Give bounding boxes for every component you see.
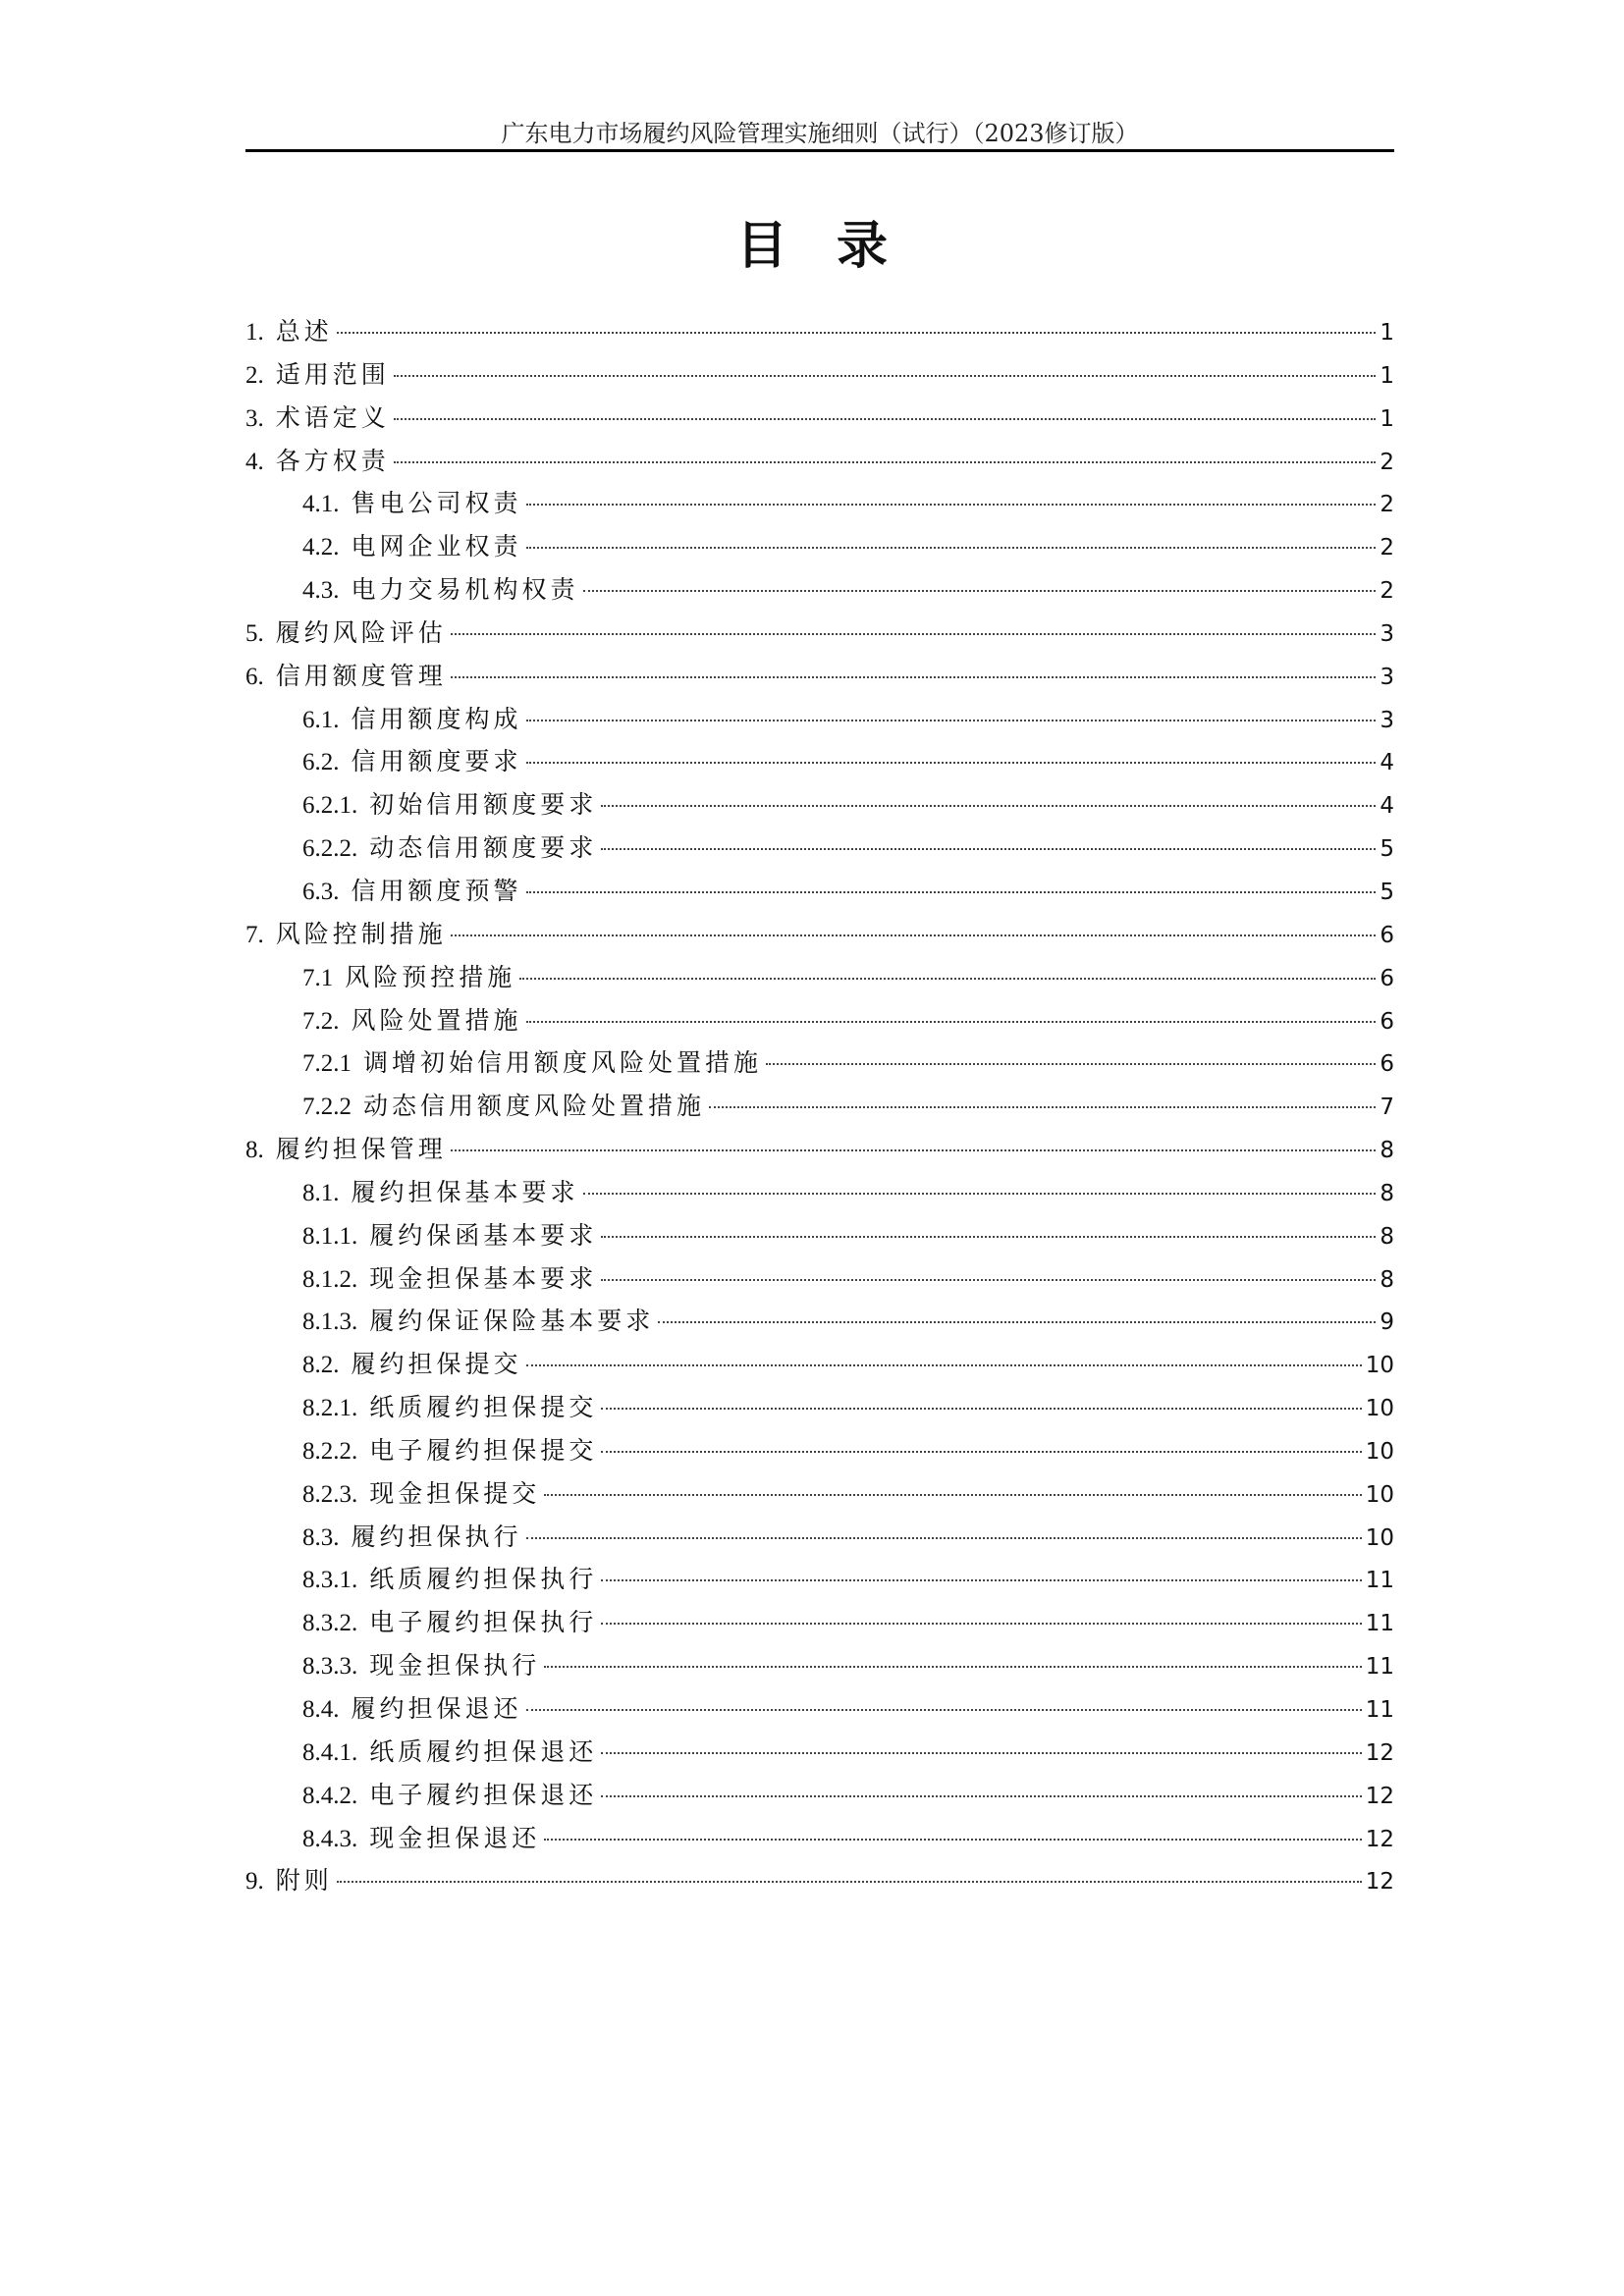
toc-entry-title[interactable]: 风险处置措施 <box>351 1005 522 1035</box>
toc-entry-number: 7.2. <box>302 1007 340 1035</box>
toc-entry-number: 4.2. <box>302 534 340 561</box>
toc-entry-number: 4.1. <box>302 491 340 518</box>
toc-entry-number: 6.3. <box>302 878 340 905</box>
toc-entry-page[interactable]: 8 <box>1380 1266 1394 1293</box>
toc-entry[interactable] <box>245 1731 1394 1774</box>
toc-entry-title[interactable]: 售电公司权责 <box>351 489 522 518</box>
toc-entry-page[interactable]: 5 <box>1380 836 1394 863</box>
dot-leader <box>658 1321 1376 1323</box>
toc-entry-title[interactable]: 附则 <box>275 1866 333 1896</box>
toc-entry[interactable] <box>245 1429 1394 1472</box>
toc-entry-title[interactable]: 信用额度要求 <box>351 747 522 776</box>
toc-entry[interactable] <box>245 1774 1394 1817</box>
toc-entry-title[interactable]: 电力交易机构权责 <box>351 575 579 605</box>
toc-entry-page[interactable]: 2 <box>1380 449 1394 475</box>
dot-leader <box>583 590 1377 592</box>
toc-entry[interactable] <box>245 353 1394 397</box>
toc-entry[interactable] <box>245 1558 1394 1601</box>
toc-entry-page[interactable]: 8 <box>1380 1223 1394 1250</box>
running-header: 广东电力市场履约风险管理实施细则（试行）（2023修订版） <box>501 120 1139 147</box>
toc-entry-number: 6.2.2. <box>302 835 358 863</box>
toc-entry-title[interactable]: 履约担保提交 <box>351 1350 522 1379</box>
dot-leader <box>601 1795 1361 1797</box>
dot-leader <box>601 1236 1376 1238</box>
dot-leader <box>601 848 1376 850</box>
toc-entry-page[interactable]: 1 <box>1380 320 1394 346</box>
toc-entry-number: 8.2.1. <box>302 1395 358 1422</box>
toc-entry-page[interactable]: 11 <box>1365 1654 1394 1681</box>
dot-leader <box>526 1709 1362 1711</box>
toc-entry-number: 6.2.1. <box>302 792 358 820</box>
toc-title: 目录 <box>735 216 937 276</box>
dot-leader <box>451 1149 1377 1151</box>
toc-entry-page[interactable]: 1 <box>1380 362 1394 389</box>
toc-entry[interactable] <box>245 612 1394 655</box>
toc-entry-title[interactable]: 动态信用额度风险处置措施 <box>363 1092 706 1121</box>
toc-entry-title[interactable]: 履约保证保险基本要求 <box>369 1307 655 1336</box>
dot-leader <box>394 461 1377 463</box>
toc-entry[interactable] <box>245 999 1394 1042</box>
dot-leader <box>526 720 1377 721</box>
toc-entry-page[interactable]: 6 <box>1380 1051 1394 1078</box>
toc-entry-title[interactable]: 履约担保基本要求 <box>351 1177 579 1206</box>
toc-entry-title[interactable]: 纸质履约担保提交 <box>369 1393 598 1422</box>
toc-entry[interactable] <box>245 1041 1394 1085</box>
toc-entry[interactable] <box>245 1817 1394 1860</box>
toc-entry-number: 2. <box>245 361 264 389</box>
toc-entry[interactable] <box>245 783 1394 827</box>
toc-entry[interactable] <box>245 310 1394 353</box>
toc-entry-title[interactable]: 信用额度管理 <box>275 661 447 690</box>
toc-entry-number: 6.2. <box>302 749 340 776</box>
toc-entry[interactable] <box>245 1257 1394 1301</box>
toc-entry-title[interactable]: 现金担保退还 <box>369 1823 541 1852</box>
toc-entry[interactable] <box>245 827 1394 870</box>
toc-entry-page[interactable]: 2 <box>1380 578 1394 605</box>
toc-entry[interactable] <box>245 1472 1394 1516</box>
toc-entry-number: 9. <box>245 1868 264 1896</box>
toc-entry-title[interactable]: 适用范围 <box>275 359 390 389</box>
toc-entry-number: 8.3.3. <box>302 1653 358 1681</box>
toc-entry-title[interactable]: 电网企业权责 <box>351 532 522 561</box>
toc-entry-number: 6.1. <box>302 706 340 733</box>
dot-leader <box>451 934 1377 936</box>
toc-entry-page[interactable]: 5 <box>1380 879 1394 905</box>
toc-entry-page[interactable]: 10 <box>1365 1524 1394 1551</box>
dot-leader <box>526 1021 1377 1023</box>
toc-entry-page[interactable]: 10 <box>1365 1481 1394 1508</box>
dot-leader <box>544 1839 1361 1841</box>
dot-leader <box>451 676 1377 678</box>
toc-entry-page[interactable]: 1 <box>1380 405 1394 432</box>
dot-leader <box>451 633 1377 635</box>
toc-entry-page[interactable]: 6 <box>1380 922 1394 948</box>
dot-leader <box>519 978 1376 980</box>
dot-leader <box>766 1063 1376 1065</box>
toc-entry-page[interactable]: 10 <box>1365 1353 1394 1379</box>
toc-entry-number: 5. <box>245 619 264 647</box>
toc-entry-title[interactable]: 纸质履约担保退还 <box>369 1736 598 1766</box>
toc-entry-number: 4. <box>245 448 264 475</box>
toc-entry-number: 4.3. <box>302 577 340 605</box>
toc-entry-page[interactable]: 12 <box>1365 1739 1394 1766</box>
toc-entry[interactable] <box>245 1644 1394 1687</box>
toc-entry-number: 3. <box>245 404 264 432</box>
toc-entry[interactable] <box>245 525 1394 568</box>
toc-entry-page[interactable]: 11 <box>1365 1697 1394 1723</box>
toc-entry-number: 7.1 <box>302 964 334 991</box>
dot-leader <box>601 1579 1361 1581</box>
toc-entry-title[interactable]: 各方权责 <box>275 446 390 475</box>
toc-entry-number: 8.3.1. <box>302 1567 358 1594</box>
toc-entry[interactable] <box>245 397 1394 440</box>
dot-leader <box>337 332 1377 334</box>
toc-entry-number: 8.4. <box>302 1696 340 1723</box>
toc-entry[interactable] <box>245 698 1394 741</box>
toc-entry-title[interactable]: 总述 <box>275 317 333 346</box>
toc-entry-number: 6. <box>245 663 264 690</box>
dot-leader <box>526 762 1377 764</box>
toc-entry[interactable] <box>245 440 1394 483</box>
toc-entry-number: 8.2. <box>302 1352 340 1379</box>
toc-entry-title[interactable]: 动态信用额度要求 <box>369 833 598 863</box>
toc-entry-title[interactable]: 术语定义 <box>275 402 390 432</box>
toc-entry-title[interactable]: 履约担保执行 <box>351 1522 522 1551</box>
toc-entry-page[interactable]: 12 <box>1365 1826 1394 1852</box>
toc-entry-number: 8.1.2. <box>302 1265 358 1293</box>
toc-entry-page[interactable]: 3 <box>1380 620 1394 647</box>
toc-entry-page[interactable]: 2 <box>1380 492 1394 518</box>
toc-entry[interactable] <box>245 956 1394 999</box>
toc-entry-page[interactable]: 8 <box>1380 1180 1394 1206</box>
dot-leader <box>526 1364 1362 1366</box>
toc-entry-number: 8.1. <box>302 1179 340 1206</box>
toc-entry-title[interactable]: 风险预控措施 <box>345 962 516 991</box>
dot-leader <box>526 1537 1362 1539</box>
toc-entry[interactable] <box>245 1343 1394 1386</box>
toc-entry-page[interactable]: 12 <box>1365 1869 1394 1896</box>
toc-entry-title[interactable]: 初始信用额度要求 <box>369 790 598 820</box>
toc-entry-number: 8.2.3. <box>302 1480 358 1508</box>
toc-entry-page[interactable]: 4 <box>1380 750 1394 776</box>
toc-entry[interactable] <box>245 1171 1394 1214</box>
dot-leader <box>526 891 1377 893</box>
toc-entry-number: 8.2.2. <box>302 1437 358 1465</box>
toc-entry[interactable] <box>245 870 1394 913</box>
dot-leader <box>394 375 1377 377</box>
toc-entry-number: 7.2.2 <box>302 1094 352 1121</box>
toc-entry-page[interactable]: 4 <box>1380 793 1394 820</box>
toc-entry-number: 8.1.3. <box>302 1308 358 1336</box>
toc-entry[interactable] <box>245 1386 1394 1429</box>
table-of-contents <box>245 310 1394 1902</box>
toc-entry-page[interactable]: 3 <box>1380 707 1394 733</box>
toc-entry-title[interactable]: 电子履约担保退还 <box>369 1780 598 1809</box>
toc-entry-page[interactable]: 12 <box>1365 1783 1394 1809</box>
dot-leader <box>601 1408 1361 1410</box>
dot-leader <box>601 805 1376 807</box>
toc-entry-number: 8.4.1. <box>302 1738 358 1766</box>
toc-entry-title[interactable]: 电子履约担保提交 <box>369 1435 598 1465</box>
toc-entry-number: 8.4.2. <box>302 1782 358 1809</box>
toc-entry[interactable] <box>245 913 1394 956</box>
toc-entry-page[interactable]: 11 <box>1365 1611 1394 1637</box>
dot-leader <box>601 1279 1376 1281</box>
dot-leader <box>526 547 1377 549</box>
toc-entry-title[interactable]: 信用额度构成 <box>351 704 522 733</box>
toc-entry[interactable] <box>245 1085 1394 1128</box>
toc-entry-number: 1. <box>245 319 264 346</box>
toc-entry[interactable] <box>245 1128 1394 1171</box>
toc-entry-page[interactable]: 3 <box>1380 664 1394 690</box>
toc-entry-title[interactable]: 履约担保退还 <box>351 1694 522 1723</box>
toc-entry[interactable] <box>245 1859 1394 1902</box>
toc-entry[interactable] <box>245 482 1394 525</box>
dot-leader <box>709 1106 1376 1108</box>
toc-entry-page[interactable]: 6 <box>1380 965 1394 991</box>
toc-entry-title[interactable]: 履约保函基本要求 <box>369 1220 598 1250</box>
toc-entry-page[interactable]: 9 <box>1380 1309 1394 1336</box>
toc-entry-number: 8.4.3. <box>302 1825 358 1852</box>
toc-entry[interactable] <box>245 568 1394 612</box>
dot-leader <box>394 418 1377 420</box>
toc-entry-number: 8.3.2. <box>302 1610 358 1637</box>
toc-entry[interactable] <box>245 1601 1394 1644</box>
toc-entry-title[interactable]: 信用额度预警 <box>351 876 522 905</box>
toc-entry-page[interactable]: 10 <box>1365 1396 1394 1422</box>
toc-entry[interactable] <box>245 740 1394 783</box>
toc-entry[interactable] <box>245 1687 1394 1731</box>
toc-entry-title[interactable]: 现金担保执行 <box>369 1651 541 1681</box>
toc-entry-number: 7. <box>245 921 264 948</box>
toc-entry-number: 8.3. <box>302 1523 340 1551</box>
toc-entry-page[interactable]: 10 <box>1365 1438 1394 1465</box>
toc-entry-number: 8.1.1. <box>302 1222 358 1250</box>
toc-entry-page[interactable]: 8 <box>1380 1138 1394 1164</box>
toc-entry-title[interactable]: 纸质履约担保执行 <box>369 1565 598 1594</box>
dot-leader <box>544 1494 1361 1496</box>
toc-entry-title[interactable]: 调增初始信用额度风险处置措施 <box>363 1048 763 1078</box>
toc-entry-page[interactable]: 11 <box>1365 1568 1394 1594</box>
toc-entry[interactable] <box>245 1516 1394 1559</box>
toc-entry-page[interactable]: 7 <box>1380 1095 1394 1121</box>
toc-entry-title[interactable]: 电子履约担保执行 <box>369 1608 598 1637</box>
dot-leader <box>601 1451 1361 1453</box>
toc-entry-number: 8. <box>245 1137 264 1164</box>
toc-entry-title[interactable]: 现金担保基本要求 <box>369 1263 598 1293</box>
dot-leader <box>544 1666 1361 1668</box>
dot-leader <box>583 1193 1377 1195</box>
toc-entry[interactable] <box>245 1300 1394 1343</box>
toc-entry-number: 7.2.1 <box>302 1050 352 1078</box>
toc-entry[interactable] <box>245 1214 1394 1257</box>
dot-leader <box>601 1623 1361 1625</box>
toc-entry-title[interactable]: 风险控制措施 <box>275 919 447 948</box>
dot-leader <box>526 504 1377 506</box>
dot-leader <box>601 1752 1361 1754</box>
toc-entry-page[interactable]: 2 <box>1380 535 1394 561</box>
toc-entry-title[interactable]: 履约风险评估 <box>275 617 447 647</box>
toc-entry-page[interactable]: 6 <box>1380 1008 1394 1035</box>
toc-entry-title[interactable]: 现金担保提交 <box>369 1478 541 1508</box>
toc-entry-title[interactable]: 履约担保管理 <box>275 1135 447 1164</box>
toc-entry[interactable] <box>245 655 1394 698</box>
dot-leader <box>337 1881 1362 1883</box>
header-rule <box>245 149 1394 152</box>
